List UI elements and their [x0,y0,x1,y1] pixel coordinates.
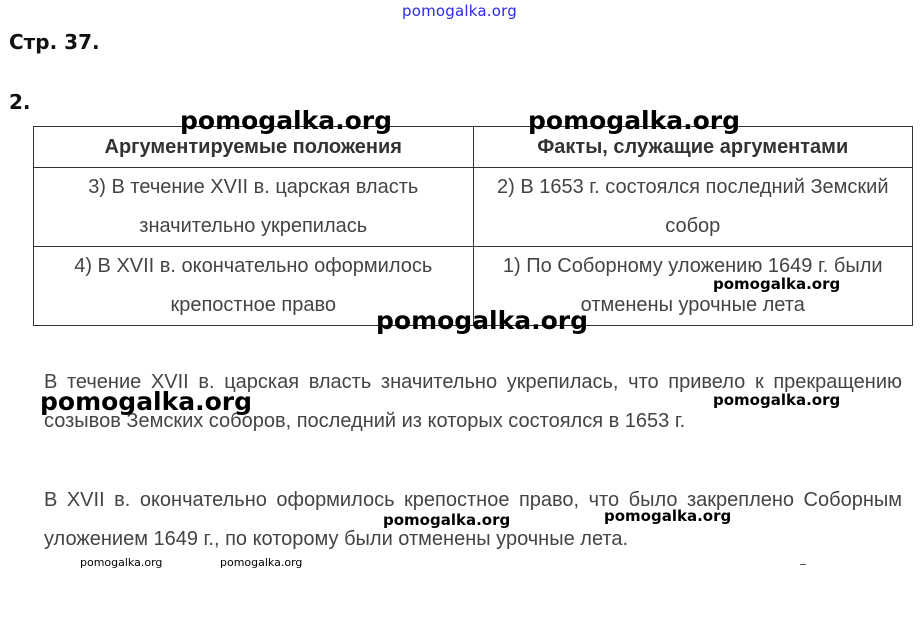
answer-paragraph-2: В XVII в. окончательно оформилось крепостное право, что было закреплено Соборным уложением 1649 г., по которому были отменены урочные лета. [44,489,902,550]
table-row [34,168,913,247]
watermark: pomogalka.org [528,106,741,135]
watermark: pomogalka.org [713,391,841,409]
top-watermark: pomogalka.org [402,2,517,20]
watermark: pomogalka.org [220,556,303,569]
watermark: pomogalka.org [713,275,841,293]
watermark: pomogalka.org [604,507,732,525]
table-cell: 4) В XVII в. окончательно оформилось крепостное право [34,247,474,326]
page-label: Стр. 37. [9,30,100,54]
table-cell: 3) В течение XVII в. царская власть значительно укрепилась [34,168,474,247]
table-cell: 1) По Соборному уложению 1649 г. были отменены урочные лета [473,247,913,326]
watermark: pomogalka.org [40,387,253,416]
watermark: pomogalka.org [180,106,393,135]
watermark: pomogalka.org [80,556,163,569]
task-number: 2. [9,90,31,114]
table-header-row [34,127,913,168]
answer-paragraph-1: В течение XVII в. царская власть значительно укрепилась, что привело к прекращению созывов Земских соборов, последний из которых состоялся в 1653 г. [44,371,902,432]
stray-mark [800,564,806,565]
arguments-table [33,126,913,326]
watermark: pomogalka.org [383,511,511,529]
header-positions: Аргументируемые положения [34,127,474,168]
watermark: pomogalka.org [376,306,589,335]
header-facts: Факты, служащие аргументами [473,127,913,168]
table-cell: 2) В 1653 г. состоялся последний Земский собор [473,168,913,247]
